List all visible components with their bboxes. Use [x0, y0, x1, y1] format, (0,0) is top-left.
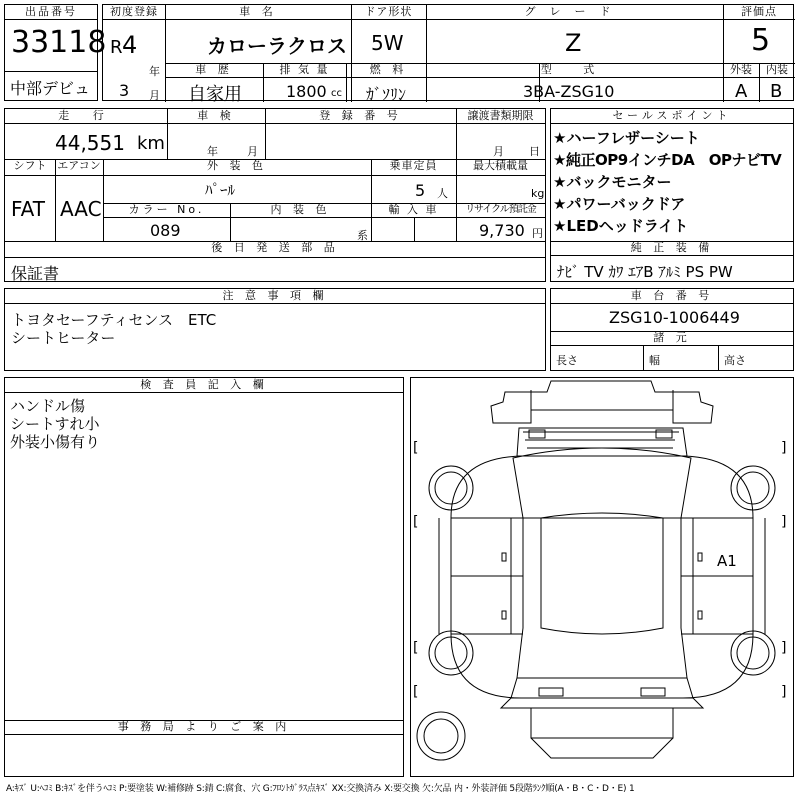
recycle-label: リサイクル預託金 [465, 204, 536, 215]
car-name-label: 車 名 [239, 5, 277, 18]
equipment-label: 純 正 装 備 [551, 241, 793, 256]
inspector-line: 外装小傷有り [10, 433, 101, 451]
inspector-box [4, 377, 404, 777]
height-label: 高さ [724, 354, 746, 367]
month-unit: 月 [149, 89, 160, 102]
legend-text: A:ｷｽﾞ U:ﾍｺﾐ B:ｷｽﾞを伴うﾍｺﾐ P:要塗装 W:補修跡 S:錆 C:腐食、穴 G:ﾌﾛﾝﾄｶﾞﾗｽ点ｷｽﾞ XX:交換済み X:要交換 欠:欠品 内・外装評価 5段階ﾗﾝｸ順(A・B・C・D・E) 1 [6, 784, 635, 794]
chassis-number: ZSG10-1006449 [609, 308, 740, 327]
bracket-right-bottom: ] [781, 684, 787, 700]
lot-number-label: 出品番号 [5, 5, 97, 20]
inspection-label: 車 検 [197, 109, 235, 122]
grade-label: グレード [524, 5, 625, 18]
mileage: 44,551 [55, 131, 125, 155]
fuel: ｶﾞｿﾘﾝ [366, 85, 407, 104]
mileage-unit: km [137, 133, 165, 154]
score: 5 [751, 23, 771, 58]
plate-label: 登 録 番 号 [319, 109, 402, 122]
import-label: 輸 入 車 [388, 203, 439, 216]
bracket-right-top: ] [781, 440, 787, 456]
fuel-label: 燃 料 [369, 63, 408, 76]
selling-point: ★純正OP9インチDA OPナビTV [553, 151, 782, 169]
width-label: 幅 [649, 354, 660, 367]
transfer-label: 譲渡書類期限 [467, 109, 534, 122]
era: R [110, 37, 123, 58]
note-line: トヨタセーフティセンス ETC [11, 311, 217, 329]
shift-label: シフト [13, 159, 47, 172]
car-damage-diagram [411, 378, 793, 776]
seats-label: 乗車定員 [389, 159, 438, 172]
shift: FAT [11, 197, 46, 221]
color-number: 089 [150, 221, 181, 240]
bracket-left-mid: [ [413, 514, 419, 530]
int-grade: B [770, 81, 783, 102]
door-type: 5W [371, 31, 404, 55]
details-box [4, 108, 546, 282]
selling-point: ★LEDヘッドライト [553, 217, 689, 235]
inspector-line: ハンドル傷 [10, 397, 86, 415]
transfer-day-unit: 日 [529, 145, 540, 158]
ext-grade-label: 外装 [730, 63, 752, 76]
selling-points-box [550, 108, 794, 282]
length-label: 長さ [556, 354, 578, 367]
grade: Z [565, 29, 582, 57]
seats-unit: 人 [437, 187, 448, 200]
color-label: 外 装 色 [207, 159, 267, 172]
debut-label: 中部デビュ [10, 79, 91, 98]
recycle-fee: 9,730 [479, 221, 525, 240]
bracket-left-low: [ [413, 640, 419, 656]
load-label: 最大積載量 [473, 159, 528, 172]
selling-point: ★ハーフレザーシート [553, 129, 700, 147]
damage-mark: A1 [717, 552, 737, 570]
color-no-label: カラー No. [128, 203, 205, 216]
score-label: 評価点 [741, 5, 777, 18]
chassis-label: 車 台 番 号 [551, 289, 793, 304]
year-unit: 年 [149, 65, 160, 78]
inspector-line: シートすれ小 [10, 415, 100, 433]
bracket-left-top: [ [413, 440, 419, 456]
ext-grade: A [735, 81, 748, 102]
later-parts-label: 後 日 発 送 部 品 [211, 241, 339, 254]
load-unit: kg [531, 187, 545, 200]
selling-point: ★パワーバックドア [553, 195, 686, 213]
first-reg-label: 初度登録 [110, 5, 158, 18]
ac-label: エアコン [57, 159, 101, 172]
equipment: ﾅﾋﾞ TV ｶﾜ ｴｱB ｱﾙﾐ PS PW [557, 263, 733, 281]
notes-label: 注 意 事 項 欄 [5, 289, 545, 304]
insp-month-unit: 月 [247, 145, 258, 158]
air-conditioning: AAC [60, 197, 102, 221]
interior-unit: 系 [357, 229, 368, 242]
selling-points-label: セールスポイント [551, 109, 793, 124]
int-grade-label: 内装 [766, 63, 788, 76]
seats: 5 [415, 181, 426, 200]
reg-year: 4 [122, 31, 138, 59]
bracket-right-low: ] [781, 640, 787, 656]
selling-point: ★バックモニター [553, 173, 672, 191]
lot-number: 33118 [11, 25, 107, 60]
transfer-month-unit: 月 [493, 145, 504, 158]
office-label: 事 務 局 よ り ご 案 内 [5, 720, 403, 735]
model-code: 3BA-ZSG10 [523, 82, 615, 101]
car-diagram-box [410, 377, 794, 777]
recycle-unit: 円 [532, 227, 543, 240]
insp-year-unit: 年 [207, 145, 218, 158]
note-line: シートヒーター [11, 329, 116, 347]
bracket-right-mid: ] [781, 514, 787, 530]
spec-label: 諸 元 [551, 331, 793, 346]
history: 自家用 [188, 84, 242, 105]
main-header-box [102, 4, 794, 105]
reg-month: 3 [119, 81, 130, 100]
door-label: ドア形状 [364, 5, 413, 18]
inspector-label: 検 査 員 記 入 欄 [5, 378, 403, 393]
displacement-unit: cc [331, 88, 342, 99]
model-label: 型 式 [540, 63, 609, 76]
interior-label: 内 装 色 [270, 203, 331, 216]
lot-number-box [4, 4, 107, 101]
bracket-left-bottom: [ [413, 684, 419, 700]
car-name: カローラクロス [207, 34, 347, 58]
chassis-box [550, 288, 794, 371]
mileage-label: 走 行 [58, 109, 114, 122]
later-parts: 保証書 [11, 264, 60, 283]
exterior-color: ﾊﾟｰﾙ [205, 181, 236, 199]
displacement: 1800 [286, 82, 327, 101]
notes-box [4, 288, 546, 371]
history-label: 車 歴 [195, 63, 233, 76]
displacement-label: 排 気 量 [279, 63, 330, 76]
